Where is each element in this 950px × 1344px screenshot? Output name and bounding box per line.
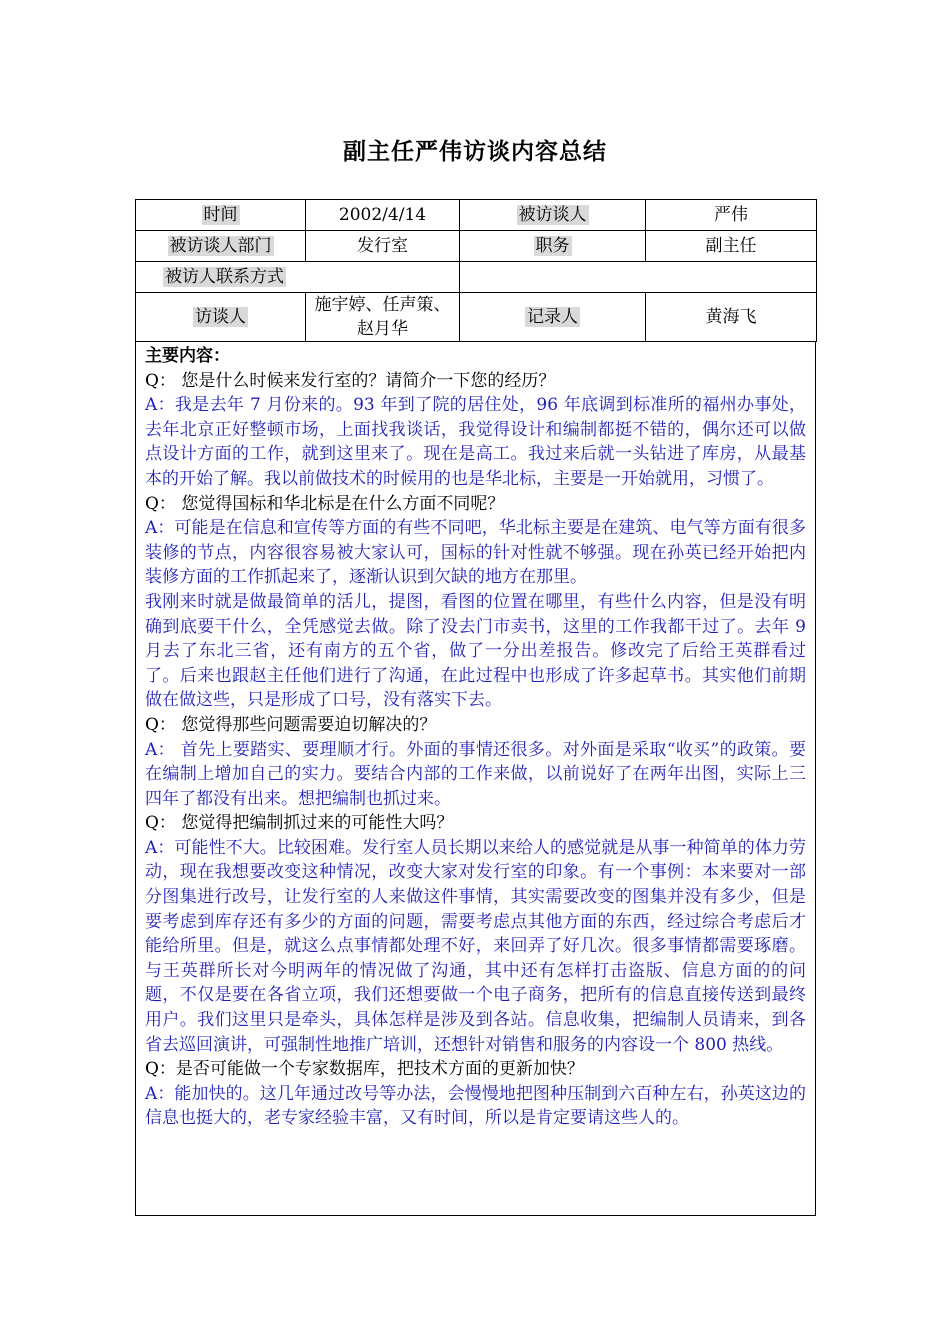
- content-paragraphs: [145, 369, 806, 1131]
- interviewer-label-cell: [136, 293, 306, 342]
- interviewee-value: 严伟: [646, 200, 817, 231]
- content-heading: 主要内容：: [145, 346, 230, 366]
- answer-paragraph: A：能加快的。这几年通过改号等办法，会慢慢地把图种压制到六百种左右，孙英这边的信息也挺大的，老专家经验丰富，又有时间，所以是肯定要请这些人的。: [145, 1083, 806, 1129]
- interview-info-table: [135, 199, 817, 342]
- question-paragraph: Q： 您觉得把编制抓过来的可能性大吗？: [145, 813, 454, 834]
- info-row-contact: [136, 262, 817, 293]
- interviewer-label: 访谈人: [195, 307, 246, 327]
- dept-label-cell: [136, 231, 306, 262]
- question-paragraph: Q： 您觉得那些问题需要迫切解决的？: [145, 714, 437, 735]
- recorder-value: 黄海飞: [646, 293, 817, 342]
- position-value: 副主任: [646, 231, 817, 262]
- answer-paragraph: 我刚来时就是做最简单的活儿，提图，看图的位置在哪里，有些什么内容，但是没有明确到底要干什么，全凭感觉去做。除了没去门市卖书，这里的工作我都干过了。去年 9 月去了东北三省，还有南方的五个省，做了一分出差报告。修改完了后给王英群看过了。后来也跟赵主任他们进行了沟通，在此过程中也形成了许多起草书。其实他们前期做在做这些，只是形成了口号，没有落实下去。: [145, 591, 806, 711]
- main-content: [135, 342, 816, 1216]
- answer-paragraph: A： 首先上要踏实、要理顺才行。外面的事情还很多。对外面是采取“收买”的政策。要在编制上增加自己的实力。要结合内部的工作来做，以前说好了在两年出图，实际上三四年了都没有出来。想把编制也抓过来。: [145, 739, 806, 809]
- question-paragraph: Q： 您觉得国标和华北标是在什么方面不同呢？: [145, 493, 505, 514]
- interviewee-label-cell: [460, 200, 646, 231]
- recorder-label-cell: [460, 293, 646, 342]
- interviewee-label: 被访谈人: [518, 205, 587, 225]
- dept-value: 发行室: [306, 231, 460, 262]
- contact-value: [460, 262, 817, 293]
- answer-paragraph: A：我是去年 7 月份来的。93 年到了院的居住处，96 年底调到标准所的福州办事处，去年北京正好整顿市场，上面找我谈话，我觉得设计和编制都挺不错的，偶尔还可以做点设计方面的工作，就到这里来了。现在是高工。我过来后就一头钻进了库房，从最基本的开始了解。我以前做技术的时候用的也是华北标，主要是一开始就用，习惯了。: [145, 395, 806, 489]
- info-row-interviewer: [136, 293, 817, 342]
- contact-label-cell: [136, 262, 306, 293]
- question-paragraph: Q：是否可能做一个专家数据库，把技术方面的更新加快？: [145, 1059, 584, 1080]
- contact-spacer: [306, 262, 460, 293]
- info-row-time: [136, 200, 817, 231]
- interviewer-value: 施宇婷、任声策、赵月华: [306, 293, 460, 342]
- document-title: 副主任严伟访谈内容总结: [343, 139, 607, 165]
- recorder-label: 记录人: [527, 307, 578, 327]
- position-label-cell: [460, 231, 646, 262]
- dept-label: 被访谈人部门: [169, 236, 272, 256]
- info-row-dept: [136, 231, 817, 262]
- position-label: 职务: [535, 236, 570, 256]
- answer-paragraph: A：可能性不大。比较困难。发行室人员长期以来给人的感觉就是从事一种简单的体力劳动，现在我想要改变这种情况，改变大家对发行室的印象。有一个事例：本来要对一部分图集进行改号，让发行室的人来做这件事情，其实需要改变的图集并没有多少，但是要考虑到库存还有多少的方面的问题，需要考虑点其他方面的东西，经过综合考虑后才能给所里。但是，就这么点事情都处理不好，来回弄了好几次。很多事情都需要琢磨。与王英群所长对今明两年的情况做了沟通，其中还有怎样打击盗版、信息方面的的问题，不仅是要在各省立项，我们还想要做一个电子商务，把所有的信息直接传送到最终用户。我们这里只是牵头，具体怎样是涉及到各站。信息收集，把编制人员请来，到各省去巡回演讲，可强制性地推广培训，还想针对销售和服务的内容设一个 800 热线。: [145, 837, 806, 1055]
- time-value: 2002/4/14: [306, 200, 460, 231]
- answer-paragraph: A：可能是在信息和宣传等方面的有些不同吧，华北标主要是在建筑、电气等方面有很多装修的节点，内容很容易被大家认可，国标的针对性就不够强。现在孙英已经开始把内装修方面的工作抓起来了，逐渐认识到欠缺的地方在那里。: [145, 518, 806, 588]
- contact-label: 被访人联系方式: [165, 267, 284, 287]
- time-label-cell: [136, 200, 306, 231]
- time-label: 时间: [203, 205, 238, 225]
- question-paragraph: Q： 您是什么时候来发行室的？请简介一下您的经历？: [145, 370, 556, 391]
